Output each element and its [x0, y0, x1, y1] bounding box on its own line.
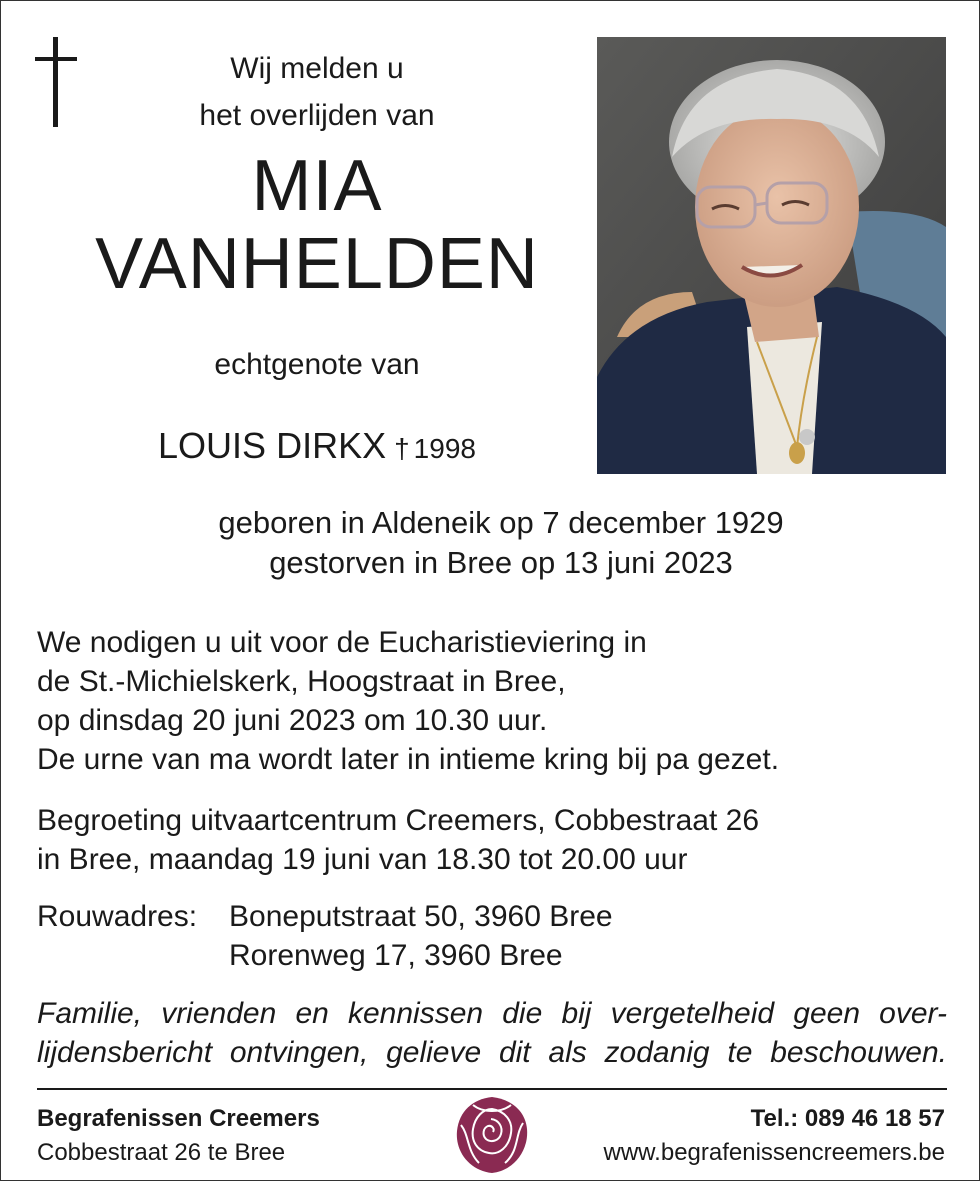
funeral-home-contact: [604, 1102, 946, 1170]
phone-number[interactable]: Tel.: 089 46 18 57: [750, 1105, 945, 1132]
service-line-4: De urne van ma wordt later in intieme kring bij pa gezet.: [37, 743, 780, 776]
funeral-home-info: [37, 1102, 320, 1170]
notice-line-1: Familie, vrienden en kennissen die bij vergetelheid geen over-: [37, 997, 947, 1030]
service-line-2: de St.-Michielskerk, Hoogstraat in Bree,: [37, 665, 566, 698]
greeting-line-2: in Bree, maandag 19 juni van 18.30 tot 20.00 uur: [37, 843, 688, 876]
intro-line-1: Wij melden u: [230, 52, 404, 85]
funeral-home-address: Cobbestraat 26 te Bree: [37, 1139, 286, 1166]
address-line-1: Boneputstraat 50, 3960 Bree: [229, 900, 613, 933]
spouse-death-year: 1998: [413, 433, 476, 464]
life-dates: [101, 503, 901, 583]
service-paragraph: [37, 623, 947, 779]
address-label: Rouwadres:: [37, 900, 198, 933]
last-name: VANHELDEN: [95, 224, 539, 304]
first-name: MIA: [251, 146, 383, 226]
spouse: [61, 423, 573, 472]
deceased-name: [61, 147, 573, 303]
website-link[interactable]: www.begrafenissencreemers.be: [603, 1139, 945, 1166]
service-line-1: We nodigen u uit voor de Eucharistieviering in: [37, 626, 647, 659]
intro-line-2: het overlijden van: [199, 99, 435, 132]
footer-divider: [37, 1088, 947, 1090]
service-line-3: op dinsdag 20 juni 2023 om 10.30 uur.: [37, 704, 548, 737]
dagger-icon: †: [394, 433, 410, 464]
rose-logo-icon: [453, 1095, 531, 1175]
greeting-paragraph: [37, 801, 947, 879]
intro: [61, 45, 573, 139]
greeting-line-1: Begroeting uitvaartcentrum Creemers, Cobbestraat 26: [37, 804, 760, 837]
spouse-label: echtgenote van: [214, 348, 420, 381]
birth-line: geboren in Aldeneik op 7 december 1929: [218, 505, 784, 540]
portrait-photo: [597, 37, 946, 474]
notice-line-2: lijdensbericht ontvingen, gelieve dit als zodanig te beschouwen.: [37, 1036, 947, 1069]
address-line-2: Rorenweg 17, 3960 Bree: [229, 939, 563, 972]
death-line: gestorven in Bree op 13 juni 2023: [269, 545, 733, 580]
spouse-name: LOUIS DIRKX: [158, 425, 387, 466]
notice-paragraph: [37, 994, 947, 1072]
mourning-address: [37, 897, 947, 975]
funeral-home-name: Begrafenissen Creemers: [37, 1105, 320, 1132]
